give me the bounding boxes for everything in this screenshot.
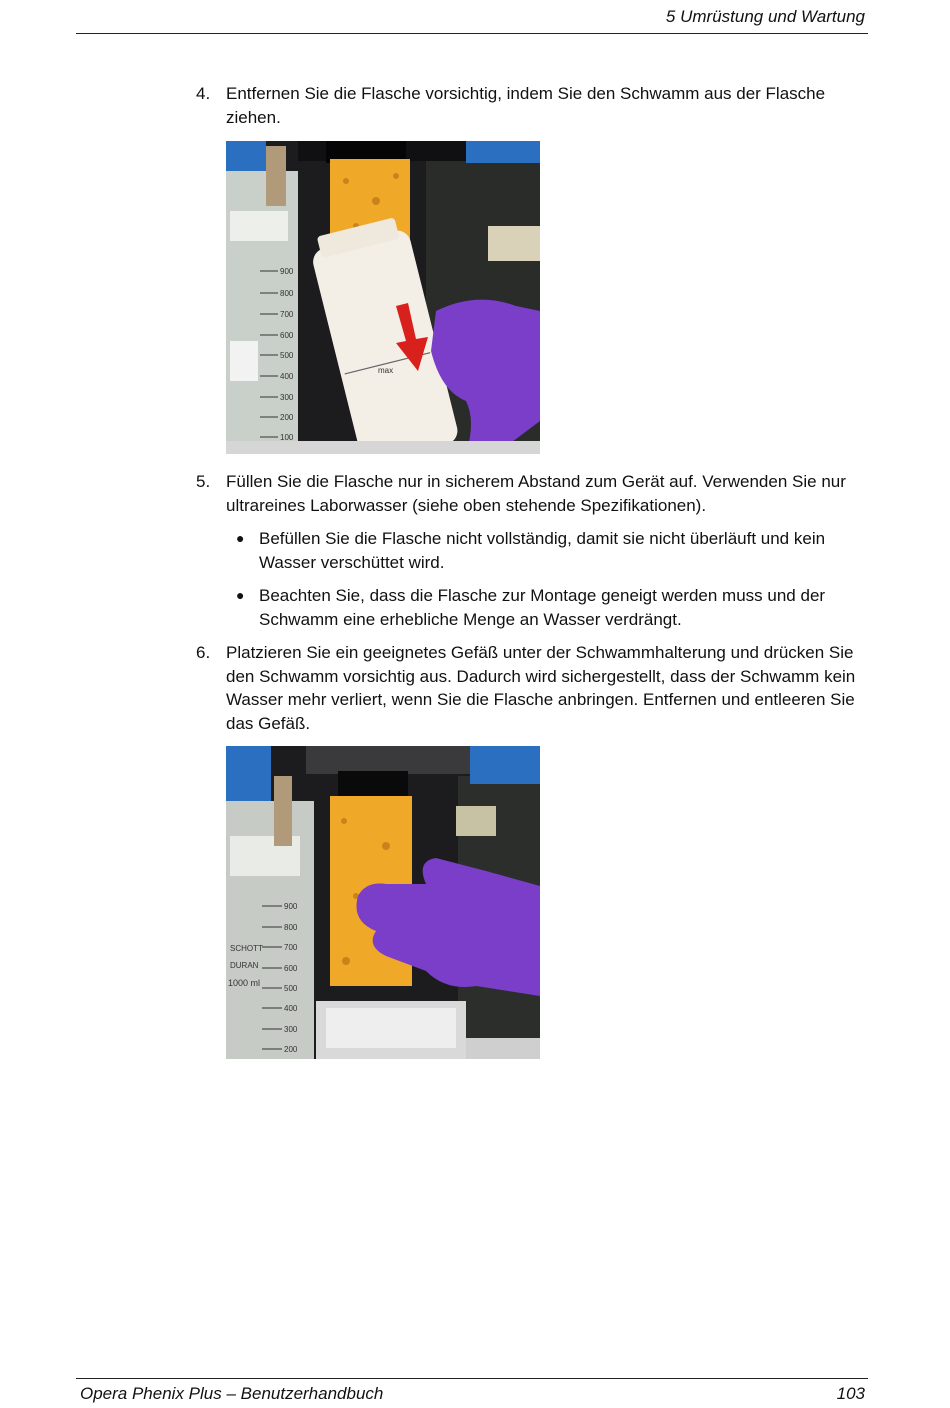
scale-label: 400 [280,372,294,381]
bottle-brand-label: DURAN [230,961,259,970]
scale-label: 200 [284,1045,298,1054]
photo-remove-bottle [226,141,540,454]
bottle-volume-label: 1000 ml [228,978,261,988]
header-rule [76,33,868,34]
bullet-icon: ● [236,587,245,603]
step-5 [196,470,876,517]
scale-label: 900 [284,902,298,911]
scale-label: 100 [280,433,294,442]
footer-rule [76,1378,868,1379]
scale-label: 600 [284,964,298,973]
page-number: 103 [836,1384,865,1403]
scale-label: 800 [280,289,294,298]
scale-label: 500 [280,351,294,360]
scale-label: 600 [280,331,294,340]
scale-label: 300 [284,1025,298,1034]
bullet-item [236,584,876,631]
step-number: 4. [196,84,211,103]
footer-document-title: Opera Phenix Plus – Benutzerhandbuch [80,1384,384,1403]
step-text: Füllen Sie die Flasche nur in sicherem Abstand zum Gerät auf. Verwenden Sie nur ultrareines Laborwasser (siehe oben stehende Spezifikationen). [226,472,846,515]
step-text: Entfernen Sie die Flasche vorsichtig, indem Sie den Schwamm aus der Flasche ziehen. [226,84,826,127]
step-number: 5. [196,472,211,491]
header-chapter-title: 5 Umrüstung und Wartung [665,7,865,26]
bullet-icon: ● [236,530,245,546]
bullet-item [236,527,876,574]
scale-label: 800 [284,923,298,932]
step-4 [196,82,876,129]
bottle-brand-label: SCHOTT [230,944,263,953]
step-number: 6. [196,643,211,662]
scale-label: 900 [280,267,294,276]
bullet-text: Beachten Sie, dass die Flasche zur Montage geneigt werden muss und der Schwamm eine erhebliche Menge an Wasser verdrängt. [259,586,826,629]
bullet-text: Befüllen Sie die Flasche nicht vollständig, damit sie nicht überläuft und kein Wasser verschüttet wird. [259,529,826,572]
scale-label: 300 [280,393,294,402]
bottle-max-mark: max [378,366,394,375]
scale-label: 700 [284,943,298,952]
scale-label: 400 [284,1004,298,1013]
step-6 [196,641,876,735]
scale-label: 700 [280,310,294,319]
scale-label: 200 [280,413,294,422]
photo-squeeze-sponge [226,746,540,1059]
step-text: Platzieren Sie ein geeignetes Gefäß unter der Schwammhalterung und drücken Sie den Schwamm vorsichtig aus. Dadurch wird sichergestellt, dass der Schwamm kein Wasser mehr verliert, wenn Sie die Flasche anbringen. Entfernen und entleeren Sie das Gefäß. [226,643,856,733]
scale-label: 500 [284,984,298,993]
